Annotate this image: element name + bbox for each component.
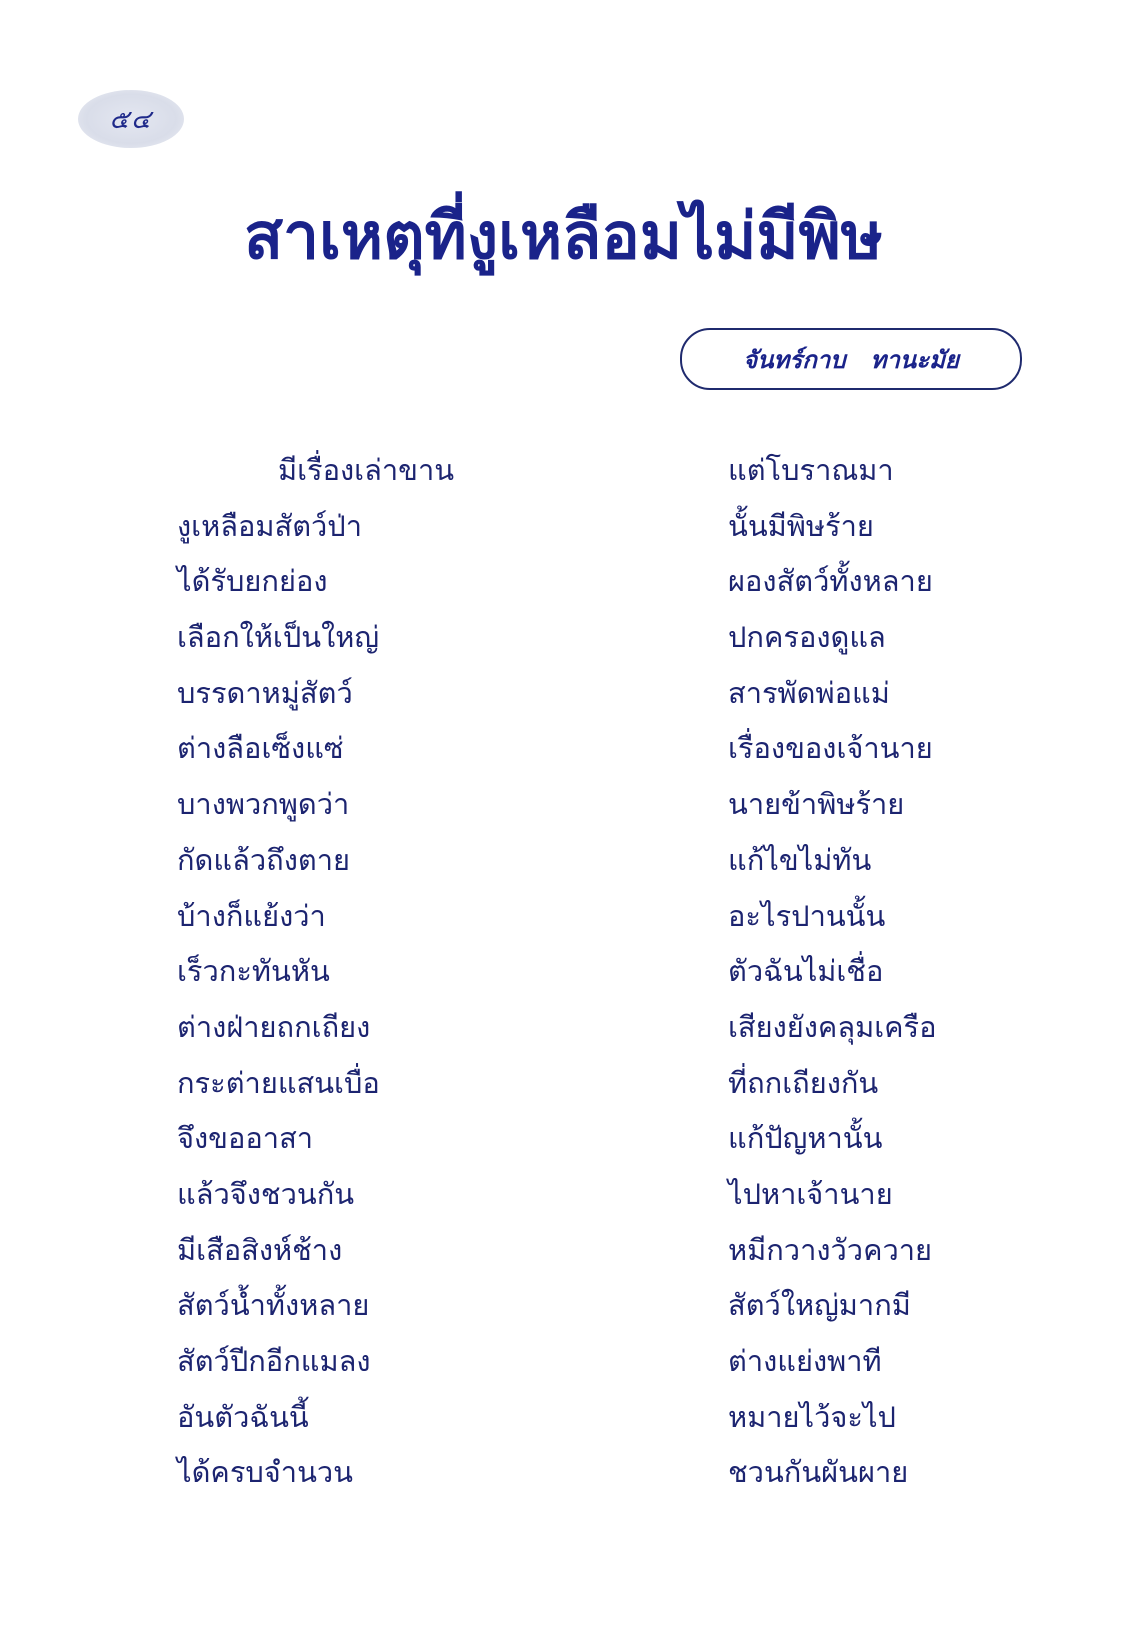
poem-line (0, 1061, 1127, 1117)
poem-line-left: ต่างลือเซ็งแซ่ (177, 731, 344, 766)
poem-line (0, 448, 1127, 504)
poem-line-right: ไปหาเจ้านาย (728, 1176, 893, 1211)
poem-line-left: สัตว์ปีกอีกแมลง (177, 1344, 371, 1378)
poem-line-right: สัตว์ใหญ่มากมี (728, 1288, 911, 1323)
poem-line-left: ต่างฝ่ายถกเถียง (177, 1009, 371, 1044)
poem-line-left: แล้วจึงชวนกัน (177, 1176, 355, 1211)
poem-line-right: นั้นมีพิษร้าย (728, 508, 874, 543)
poem-line-left: ได้ครบจำนวน (177, 1455, 354, 1490)
poem-line (0, 1283, 1127, 1339)
poem-title: สาเหตุที่งูเหลือมไม่มีพิษ (244, 200, 883, 274)
poem-line (0, 726, 1127, 782)
poem-line-left: ได้รับยกย่อง (177, 564, 328, 599)
poem-line-left: บ้างก็แย้งว่า (177, 898, 326, 933)
poem-line-right: หมายไว้จะไป (728, 1399, 896, 1434)
author-label: จันทร์กาบ ทานะมัย (680, 328, 1022, 390)
poem-line-right: ผองสัตว์ทั้งหลาย (728, 564, 933, 599)
poem-line-right: นายข้าพิษร้าย (728, 787, 905, 822)
poem-line-right: เรื่องของเจ้านาย (728, 731, 933, 766)
poem-line-left: อันตัวฉันนี้ (177, 1399, 309, 1434)
poem-line (0, 1395, 1127, 1451)
poem-line-right: เสียงยังคลุมเครือ (728, 1009, 937, 1044)
poem-line-left: บางพวกพูดว่า (177, 787, 350, 822)
poem-line (0, 1116, 1127, 1172)
poem-line-right: สารพัดพ่อแม่ (728, 675, 890, 710)
poem-line-left: งูเหลือมสัตว์ป่า (177, 508, 363, 543)
poem-line-right: ปกครองดูแล (728, 620, 886, 655)
poem-line-left: กัดแล้วถึงตาย (177, 842, 350, 877)
poem-line-left: เร็วกะทันหัน (177, 954, 330, 989)
poem-line (0, 1228, 1127, 1284)
poem-line (0, 671, 1127, 727)
poem-line-right: ตัวฉันไม่เชื่อ (728, 954, 884, 989)
poem-line-right: หมีกวางวัวควาย (728, 1232, 933, 1267)
poem-line-left: มีเรื่องเล่าขาน (278, 453, 455, 487)
poem-line (0, 894, 1127, 950)
poem-line-right: แก้ไขไม่ทัน (728, 842, 872, 877)
poem-line-right: แต่โบราณมา (728, 453, 894, 487)
poem-line-right: ที่ถกเถียงกัน (728, 1065, 879, 1100)
poem-line (0, 1005, 1127, 1061)
poem-line-left: มีเสือสิงห์ช้าง (177, 1232, 343, 1267)
poem-body (0, 448, 1127, 1506)
poem-line (0, 1339, 1127, 1395)
poem-line (0, 559, 1127, 615)
poem-line (0, 1450, 1127, 1506)
poem-line (0, 949, 1127, 1005)
poem-line-right: ต่างแย่งพาที (728, 1344, 882, 1378)
page-number: ๕๔ (78, 90, 184, 148)
poem-line-left: เลือกให้เป็นใหญ่ (177, 620, 380, 655)
poem-line (0, 1172, 1127, 1228)
poem-line-right: แก้ปัญหานั้น (728, 1121, 883, 1156)
poem-line (0, 504, 1127, 560)
poem-line (0, 782, 1127, 838)
poem-line-left: จึงขออาสา (177, 1121, 314, 1156)
poem-line-left: กระต่ายแสนเบื่อ (177, 1065, 380, 1100)
poem-line-right: ชวนกันผันผาย (728, 1455, 909, 1490)
poem-line-left: สัตว์น้ำทั้งหลาย (177, 1288, 370, 1323)
poem-line (0, 615, 1127, 671)
poem-line-left: บรรดาหมู่สัตว์ (177, 675, 353, 710)
poem-line (0, 838, 1127, 894)
poem-line-right: อะไรปานนั้น (728, 898, 886, 933)
